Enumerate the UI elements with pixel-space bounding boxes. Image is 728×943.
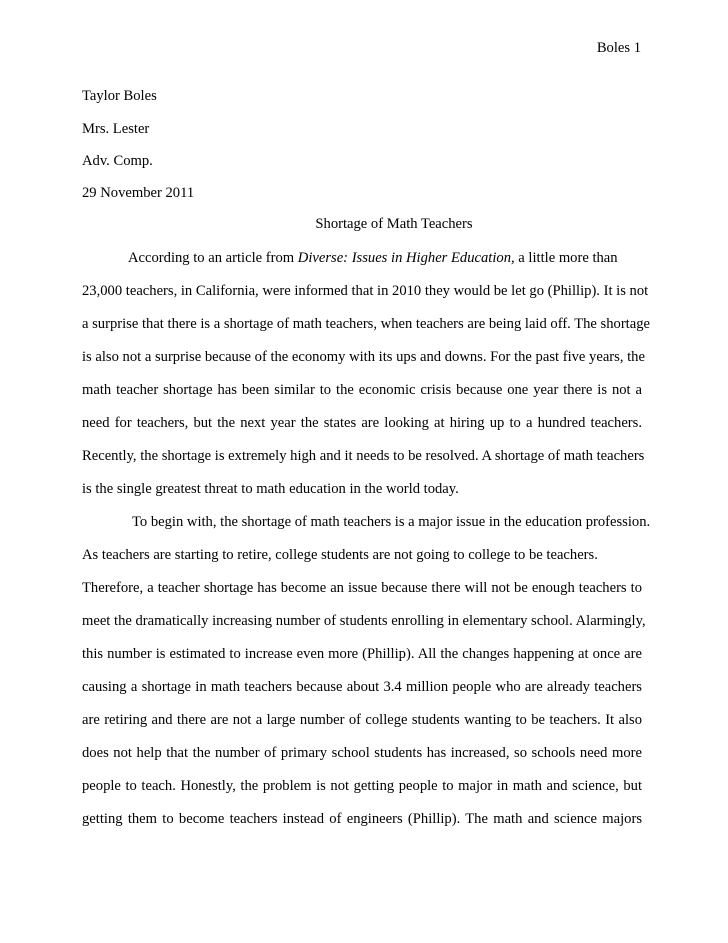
essay-title: Shortage of Math Teachers [315,216,473,232]
paragraph-1-line: need for teachers, but the next year the states are looking at hiring up to a hundred teachers. [82,415,642,431]
paragraph-1-line: a surprise that there is a shortage of math teachers, when teachers are being laid off. The shortage [82,316,650,332]
paragraph-2-line: Therefore, a teacher shortage has become an issue because there will not be enough teachers to [82,580,642,596]
paragraph-2-line: causing a shortage in math teachers because about 3.4 million people who are already teachers [82,679,642,695]
paragraph-2-line: people to teach. Honestly, the problem is not getting people to major in math and science, but [82,778,642,794]
paragraph-2-line-1: To begin with, the shortage of math teachers is a major issue in the education profession. [132,514,651,530]
instructor-name: Mrs. Lester [82,121,150,137]
running-header: Boles 1 [596,40,641,56]
paragraph-1-intro-text: According to an article from [128,250,298,266]
paragraph-2-line: are retiring and there are not a large number of college students wanting to be teachers. It also [82,712,642,728]
source-title: Diverse: Issues in Higher Education, [297,250,515,266]
paragraph-1-last-line: is the single greatest threat to math education in the world today. [82,481,459,497]
essay-date: 29 November 2011 [82,185,195,201]
paragraph-1-line: is also not a surprise because of the economy with its ups and downs. For the past five years, the [82,349,645,365]
paragraph-1-line: 23,000 teachers, in California, were informed that in 2010 they would be let go (Phillip). It is not [82,283,649,299]
course-name: Adv. Comp. [82,153,153,169]
paragraph-2-line: this number is estimated to increase even more (Phillip). All the changes happening at once are [82,646,642,662]
paragraph-2-line: meet the dramatically increasing number of students enrolling in elementary school. Alarmingly, [82,613,646,629]
paragraph-1-line-1 [128,250,618,267]
paragraph-2-line: As teachers are starting to retire, college students are not going to college to be teachers. [82,547,598,563]
paragraph-2-line: does not help that the number of primary school students has increased, so schools need more [82,745,642,761]
paragraph-1-line: math teacher shortage has been similar to the economic crisis because one year there is not a [82,382,642,398]
author-name: Taylor Boles [82,88,157,104]
paragraph-1-line: Recently, the shortage is extremely high and it needs to be resolved. A shortage of math teachers [82,448,645,464]
paragraph-2-line: getting them to become teachers instead of engineers (Phillip). The math and science majors [82,811,642,827]
paragraph-1-intro-tail: a little more than [514,250,618,266]
